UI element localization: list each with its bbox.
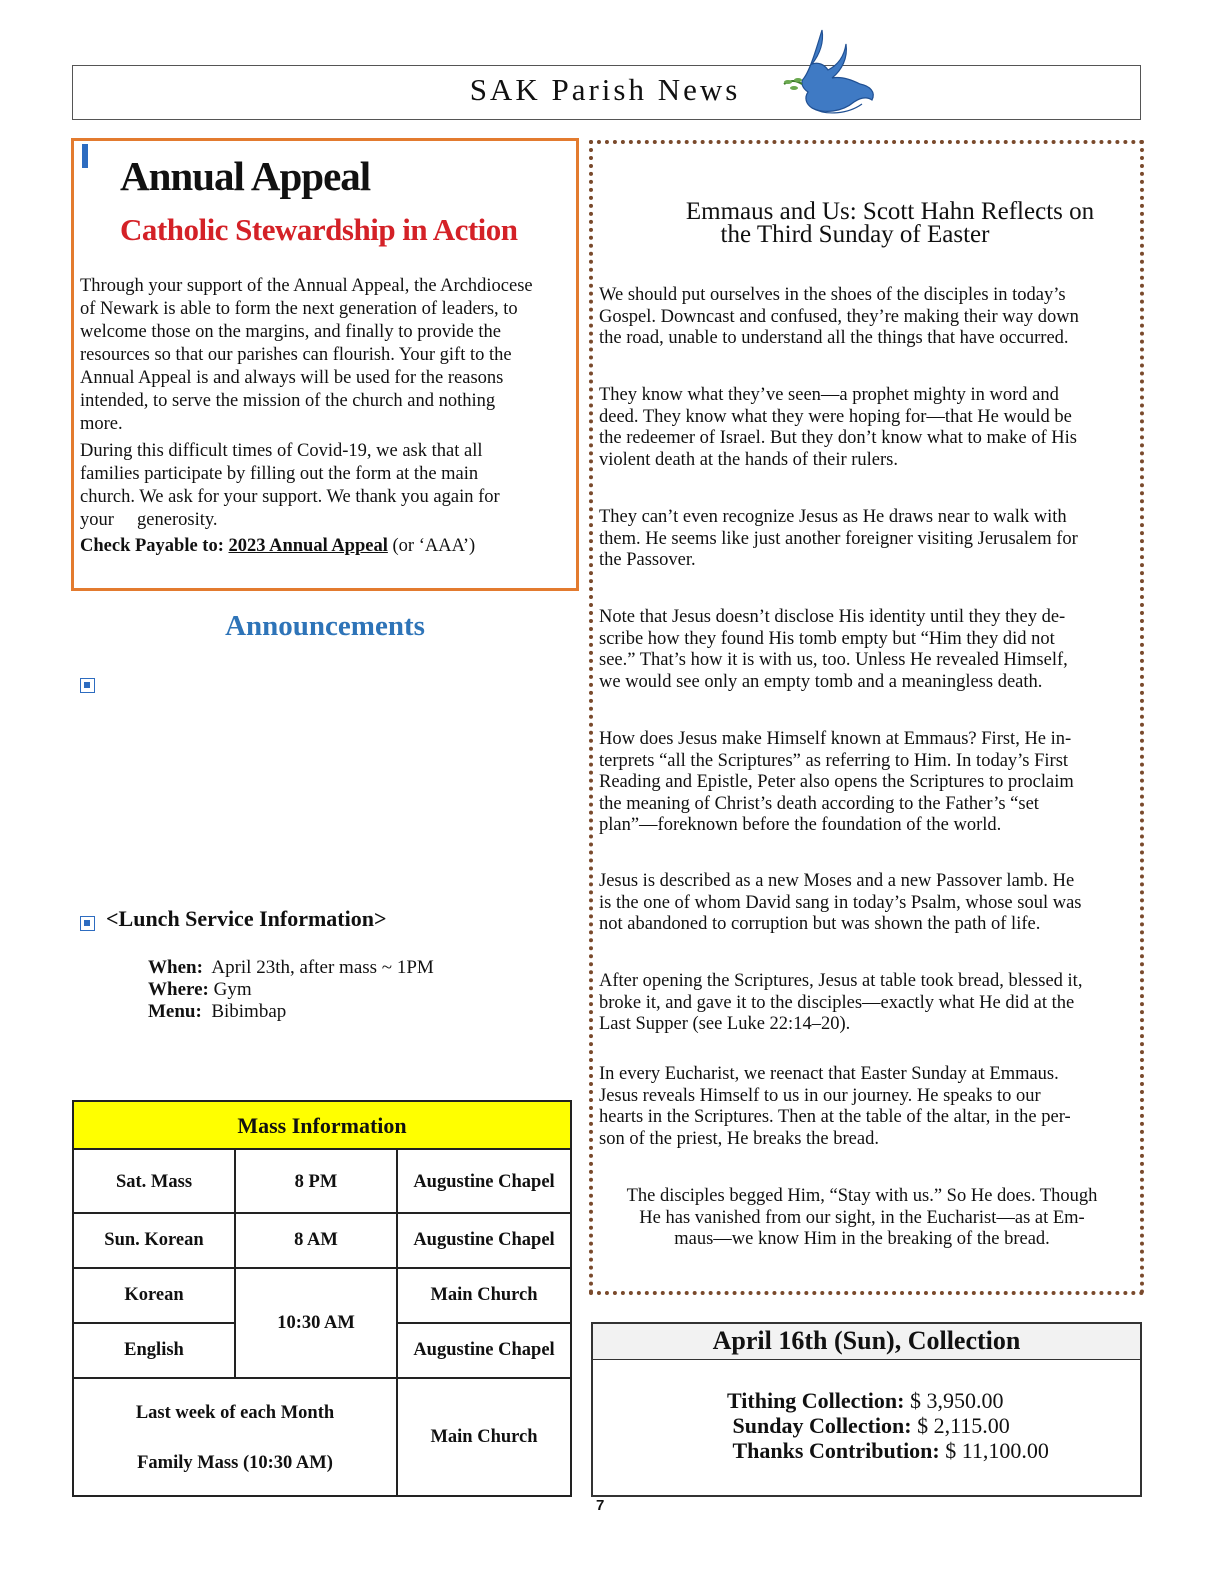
- article-line: Gospel. Downcast and confused, they’re making their way down: [599, 306, 1079, 327]
- newsletter-title: SAK Parish News: [469, 72, 741, 107]
- article-paragraph: [602, 1186, 1122, 1251]
- check-alt: (or ‘AAA’): [392, 536, 476, 556]
- menu-label: Menu:: [148, 1001, 202, 1022]
- family-mass-line: Family Mass (10:30 AM): [137, 1452, 333, 1473]
- article-paragraph: [599, 871, 1134, 936]
- where-label: Where:: [148, 979, 209, 1000]
- article-line: we would see only an empty tomb and a meaningless death.: [599, 671, 1043, 692]
- article-line: Jesus is described as a new Moses and a new Passover lamb. He: [599, 871, 1075, 891]
- bullet-icon: [80, 916, 95, 931]
- when-label: When:: [148, 957, 203, 978]
- article-line: Jesus reveals Himself to us in our journey. He speaks to our: [599, 1085, 1041, 1106]
- tithing-value: $ 3,950.00: [909, 1388, 1004, 1413]
- article-line: them. He seems like just another foreigner visiting Jerusalem for: [599, 528, 1078, 549]
- article-line: terprets “all the Scriptures” as referring to Him. In today’s First: [599, 750, 1069, 771]
- article-line: deed. They know what they were hoping for—that He would be: [599, 406, 1072, 427]
- appeal-line: of Newark is able to form the next generation of leaders, to: [80, 299, 518, 319]
- article-line: broke it, and gave it to the disciples—exactly what He did at the: [599, 992, 1075, 1013]
- article-line: Last Supper (see Luke 22:14–20).: [599, 1014, 851, 1034]
- appeal-line: your generosity.: [80, 510, 218, 530]
- where-value: Gym: [213, 979, 252, 1000]
- appeal-line: families participate by filling out the form at the main: [80, 464, 479, 484]
- article-line: scribe how they found His tomb empty but “Him they did not: [599, 628, 1055, 649]
- thanks-label: Thanks Contribution:: [732, 1438, 940, 1463]
- article-line: the meaning of Christ’s death according to the Father’s “set: [599, 793, 1039, 814]
- article-line: Note that Jesus doesn’t disclose His identity until they they de-: [599, 607, 1066, 627]
- article-paragraph: [599, 1064, 1134, 1150]
- appeal-line: resources so that our parishes can flourish. Your gift to the: [80, 345, 512, 365]
- bullet-icon: [80, 678, 95, 693]
- article-line: After opening the Scriptures, Jesus at table took bread, blessed it,: [599, 971, 1083, 991]
- article-line: the Passover.: [599, 550, 696, 570]
- article-paragraph: [599, 729, 1134, 837]
- article-line: They know what they’ve seen—a prophet mighty in word and: [599, 385, 1059, 405]
- article-line: hearts in the Scriptures. Then at the table of the altar, in the per-: [599, 1107, 1071, 1127]
- article-line: plan”—foreknown before the foundation of the world.: [599, 815, 1002, 835]
- mass-table-header: Mass Information: [74, 1102, 570, 1150]
- mass-place-cell: Augustine Chapel: [413, 1171, 555, 1192]
- appeal-line: intended, to serve the mission of the church and nothing: [80, 391, 496, 411]
- sunday-value: $ 2,115.00: [917, 1413, 1010, 1438]
- article-title-line: Emmaus and Us: Scott Hahn Reflects on: [685, 198, 1095, 225]
- article-line: Reading and Epistle, Peter also opens the Scriptures to proclaim: [599, 772, 1074, 792]
- menu-value: Bibimbap: [211, 1001, 287, 1022]
- article-line: is the one of whom David sang in today’s Psalm, whose soul was: [599, 892, 1082, 913]
- mass-information-table: [72, 1100, 572, 1497]
- mass-name-cell: Korean: [124, 1285, 184, 1305]
- check-payee: 2023 Annual Appeal: [228, 536, 388, 556]
- mass-time-cell: 8 PM: [294, 1171, 338, 1192]
- article-line: violent death at the hands of their rulers.: [599, 449, 898, 470]
- announcements-title: Announcements: [225, 610, 425, 642]
- mass-name-cell: Sun. Korean: [104, 1230, 204, 1250]
- tithing-label: Tithing Collection:: [727, 1388, 905, 1413]
- appeal-title: Annual Appeal: [120, 153, 371, 199]
- mass-name-cell: Sat. Mass: [115, 1171, 193, 1192]
- article-line: see.” That’s how it is with us, too. Unless He revealed Himself,: [599, 650, 1068, 670]
- collection-lines: [727, 1388, 1049, 1463]
- article-line: the road, unable to understand all the things that have occurred.: [599, 328, 1069, 348]
- article-paragraph: [599, 285, 1134, 350]
- mass-place-cell: Main Church: [430, 1426, 538, 1447]
- appeal-subtitle: Catholic Stewardship in Action: [120, 212, 518, 247]
- article-title: [600, 200, 1140, 246]
- mass-place-cell: Augustine Chapel: [413, 1230, 555, 1250]
- article-title-line: the Third Sunday of Easter: [720, 221, 990, 248]
- article-line: the redeemer of Israel. But they don’t know what to make of His: [599, 428, 1077, 448]
- article-line: They can’t even recognize Jesus as He draws near to walk with: [599, 507, 1067, 527]
- article-line: How does Jesus make Himself known at Emmaus? First, He in-: [599, 729, 1072, 749]
- section-marker: [82, 144, 88, 168]
- appeal-line: During this difficult times of Covid-19, we ask that all: [80, 441, 483, 461]
- appeal-line: Annual Appeal is and always will be used for the reasons: [80, 368, 504, 388]
- article-line: The disciples begged Him, “Stay with us.” So He does. Though: [626, 1186, 1098, 1206]
- mass-place-cell: Augustine Chapel: [413, 1340, 555, 1360]
- mass-time-cell: 10:30 AM: [277, 1312, 355, 1333]
- article-line: In every Eucharist, we reenact that Easter Sunday at Emmaus.: [599, 1064, 1059, 1084]
- article-line: not abandoned to corruption but was shown the path of life.: [599, 914, 1041, 934]
- article-line: son of the priest, He breaks the bread.: [599, 1128, 879, 1149]
- article-line: He has vanished from our sight, in the Eucharist—as at Em-: [639, 1207, 1085, 1228]
- appeal-line: church. We ask for your support. We thank you again for: [80, 487, 500, 507]
- article-paragraph: [599, 971, 1134, 1036]
- mass-place-cell: Main Church: [430, 1285, 538, 1305]
- lunch-details: [148, 957, 434, 1023]
- article-line: We should put ourselves in the shoes of the disciples in today’s: [599, 285, 1066, 305]
- appeal-line: welcome those on the margins, and finally to provide the: [80, 322, 501, 342]
- dove-icon: [782, 22, 882, 122]
- mass-time-cell: 8 AM: [294, 1230, 338, 1250]
- family-mass-line: Last week of each Month: [135, 1402, 335, 1423]
- check-payable: [80, 536, 475, 557]
- page-number: 7: [596, 1497, 605, 1514]
- mass-name-cell: English: [124, 1340, 184, 1360]
- appeal-line: more.: [80, 414, 123, 434]
- check-label: Check Payable to:: [80, 536, 224, 556]
- sunday-label: Sunday Collection:: [732, 1413, 912, 1438]
- thanks-value: $ 11,100.00: [945, 1438, 1049, 1463]
- article-paragraph: [599, 607, 1134, 693]
- article-paragraph: [599, 385, 1134, 471]
- appeal-line: Through your support of the Annual Appeal, the Archdiocese: [80, 276, 533, 296]
- collection-title: April 16th (Sun), Collection: [593, 1324, 1140, 1360]
- article-line: maus—we know Him in the breaking of the bread.: [674, 1229, 1050, 1249]
- when-value: April 23th, after mass ~ 1PM: [211, 957, 434, 978]
- lunch-heading: <Lunch Service Information>: [106, 906, 387, 931]
- article-paragraph: [599, 507, 1134, 572]
- appeal-body: [80, 275, 572, 532]
